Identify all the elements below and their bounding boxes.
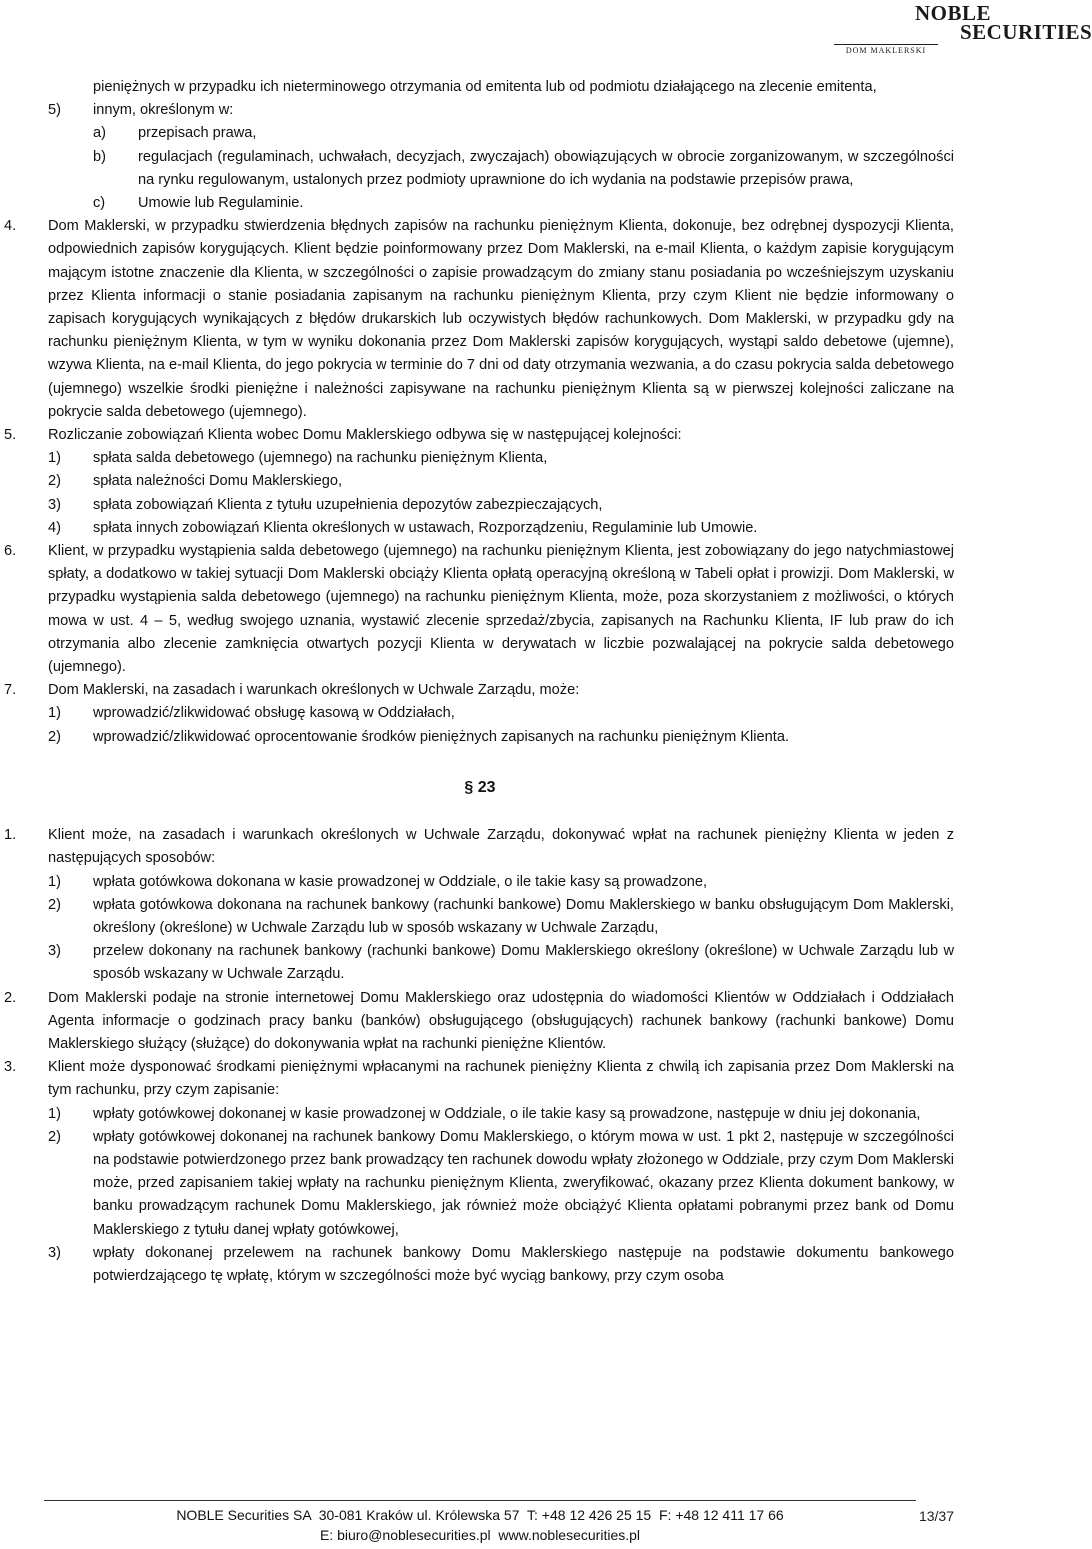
list-item-text: Klient może, na zasadach i warunkach określonych w Uchwale Zarządu, dokonywać wpłat na rachunek pieniężny Klienta w jeden z następujących sposobów: <box>48 827 954 867</box>
list-item-number: 3) <box>48 1244 61 1261</box>
list-item-number: 2) <box>48 728 61 745</box>
list-item-text: Umowie lub Regulaminie. <box>138 195 304 212</box>
footer-website[interactable]: www.noblesecurities.pl <box>498 1527 641 1543</box>
list-item-text: regulacjach (regulaminach, uchwałach, decyzjach, zwyczajach) obowiązujących w obrocie zorganizowanym, w szczególności na rynku regulowanym, ustalonych przez podmioty uprawnione do ich wydania na podstawie przepisów prawa, <box>138 148 954 188</box>
list-item-text: pieniężnych w przypadku ich nieterminowego otrzymania od emitenta lub od podmiotu działającego na zlecenie emitenta, <box>93 79 877 95</box>
footer-divider <box>44 1500 916 1501</box>
logo-line-3: DOM MAKLERSKI <box>845 46 927 55</box>
section-heading: § 23 <box>464 778 496 796</box>
logo-line-1: NOBLE <box>915 1 992 25</box>
list-item-text: wprowadzić/zlikwidować oprocentowanie środków pieniężnych zapisanych na rachunku pieniężnym Klienta. <box>93 728 790 745</box>
list-item-text: wpłata gotówkowa dokonana w kasie prowadzonej w Oddziale, o ile takie kasy są prowadzone, <box>93 873 708 890</box>
logo-line-2: SECURITIES <box>960 20 1092 44</box>
list-item-text: Dom Maklerski, na zasadach i warunkach określonych w Uchwale Zarządu, może: <box>48 682 580 699</box>
footer-fax: F: +48 12 411 17 66 <box>658 1507 784 1523</box>
footer-phone: T: +48 12 426 25 15 <box>527 1507 652 1523</box>
list-item <box>0 76 960 99</box>
document-body <box>0 76 960 1288</box>
list-item-text: wpłata gotówkowa dokonana na rachunek bankowy (rachunki bankowe) Domu Maklerskiego w banku obsługującym Dom Maklerski, określony (określone) w Uchwale Zarządu lub w sposób wskazany w Uchwale Zarządu, <box>93 896 954 936</box>
list-item-number: c) <box>93 195 106 212</box>
list-item-text: Rozliczanie zobowiązań Klienta wobec Domu Maklerskiego odbywa się w następującej kolejności: <box>48 427 682 444</box>
list-item-text: Dom Maklerski podaje na stronie internetowej Domu Maklerskiego oraz udostępnia do wiadomości Klientów w Oddziałach i Oddziałach Agenta informacje o godzinach pracy banku (banków) obsługującego (obsługujących) rachunek bankowy (rachunki bankowe) Domu Maklerskiego służący (służące) do dokonywania wpłat na rachunki pieniężne Klientów. <box>48 989 954 1052</box>
list-item-number: 2. <box>4 989 17 1006</box>
list-item-text: spłata zobowiązań Klienta z tytułu uzupełnienia depozytów zabezpieczających, <box>93 496 603 513</box>
list-item <box>0 894 960 940</box>
list-item-number: 1) <box>48 705 61 722</box>
list-item-number: 4) <box>48 519 61 536</box>
list-item <box>0 122 960 145</box>
footer-address: 30-081 Kraków ul. Królewska 57 <box>318 1507 520 1523</box>
list-item-number: 1) <box>48 450 61 467</box>
list-item-text: spłata należności Domu Maklerskiego, <box>93 473 343 490</box>
list-item-number: 1. <box>4 827 17 844</box>
list-item <box>0 679 960 702</box>
list-item <box>0 702 960 725</box>
list-item-number: b) <box>93 148 106 165</box>
list-item <box>0 99 960 122</box>
list-item-number: 2) <box>48 1128 61 1145</box>
list-item-text: Klient może dysponować środkami pieniężnymi wpłacanymi na rachunek pieniężny Klienta z chwilą ich zapisania przez Dom Maklerski na tym rachunku, przy czym zapisanie: <box>48 1059 954 1099</box>
list-item-text: przepisach prawa, <box>138 125 257 142</box>
list-item-text: wpłaty gotówkowej dokonanej na rachunek bankowy Domu Maklerskiego, o którym mowa w ust. 1 pkt 2, następuje w szczególności na podstawie potwierdzonego przez bank prowadzący ten rachunek dowodu wpłaty złożonego w Oddziale, przy czym Dom Maklerski może, przed zapisaniem takiej wpłaty na rachunku pieniężnym Klienta, zweryfikować, okazany przez Klienta dokument bankowy, w banku prowadzącym rachunek Domu Maklerskiego, jak również może obciążyć Klienta opłatami pobranymi przez bank od Domu Maklerskiego z tytułu danej wpłaty gotówkowej, <box>93 1128 954 1238</box>
list-item-text: Dom Maklerski, w przypadku stwierdzenia błędnych zapisów na rachunku pieniężnym Klienta, dokonuje, bez odrębnej dyspozycji Klienta, odpowiednich zapisów korygujących. Klient będzie poinformowany przez Dom Maklerski, na e-mail Klienta, o każdym zapisie korygującym mającym istotne znaczenie dla Klienta, w szczególności o zapisie prowadzącym do zmiany stanu posiadania po wcześniejszym uzyskaniu przez Klienta informacji o stanie posiadania zapisanym na rachunku pieniężnym Klienta, przy czym Klient nie będzie informowany o zapisach korygujących wynikających z błędów drukarskich lub oczywistych błędów rachunkowych. Dom Maklerski, w przypadku gdy na rachunku pieniężnym Klienta, w tym w wyniku dokonania przez Dom Maklerski zapisów korygujących, wystąpi saldo debetowe (ujemne), wzywa Klienta, na e-mail Klienta, do jego pokrycia w terminie do 7 dni od daty otrzymania wezwania, a do czasu pokrycia salda debetowego (ujemnego) wszelkie środki pieniężne i należności zapisywane na rachunku pieniężnym Klienta są w pierwszej kolejności zaliczane na pokrycie salda debetowego (ujemnego). <box>48 218 954 420</box>
list-item <box>0 146 960 192</box>
footer-email: E: biuro@noblesecurities.pl <box>319 1527 491 1543</box>
paragraph-list-section-23 <box>0 824 960 1288</box>
list-item-number: 6. <box>4 543 17 560</box>
list-item <box>0 987 960 1057</box>
footer-line-1 <box>0 1507 960 1523</box>
list-item-text: Klient, w przypadku wystąpienia salda debetowego (ujemnego) na rachunku pieniężnym Klienta, jest zobowiązany do jego natychmiastowej spłaty, a dodatkowo w takiej sytuacji Dom Maklerski obciąży Klienta opłatą operacyjną określoną w Tabeli opłat i prowizji. Dom Maklerski, w przypadku wystąpienia salda debetowego (ujemnego) na rachunku pieniężnym Klienta, może, poza skorzystaniem z możliwości, o których mowa w ust. 4 – 5, według swojego uznania, wystawić zlecenie sprzedaż/zbycia, zapisanych na Rachunku Klienta, IF lub praw do ich otrzymania albo zlecenie zamknięcia otwartych pozycji Klienta w derywatach w liczbie pozwalającej na pokrycie salda debetowego (ujemnego). <box>48 543 954 676</box>
list-item <box>0 447 960 470</box>
list-item-number: 3) <box>48 496 61 513</box>
list-item-text: innym, określonym w: <box>93 102 234 119</box>
list-item-number: 2) <box>48 473 61 490</box>
list-item-number: 5) <box>48 102 61 119</box>
list-item-number: 1) <box>48 873 61 890</box>
list-item-text: wpłaty dokonanej przelewem na rachunek bankowy Domu Maklerskiego następuje na podstawie dokumentu bankowego potwierdzającego tę wpłatę, którym w szczególności może być wyciąg bankowy, przy czym osoba <box>93 1244 954 1284</box>
list-item-number: 2) <box>48 896 61 913</box>
list-item <box>0 540 960 679</box>
footer-company: NOBLE Securities SA <box>176 1507 311 1523</box>
list-item-text: przelew dokonany na rachunek bankowy (rachunki bankowe) Domu Maklerskiego określony (określone) w Uchwale Zarządu lub w sposób wskazany w Uchwale Zarządu. <box>93 943 954 983</box>
list-item-number: 4. <box>4 218 17 235</box>
logo-divider <box>834 44 938 45</box>
page-number: 13/37 <box>918 1508 954 1524</box>
list-item-number: 3. <box>4 1059 17 1076</box>
list-item-number: 7. <box>4 682 17 699</box>
list-item-text: wprowadzić/zlikwidować obsługę kasową w Oddziałach, <box>93 705 455 722</box>
paragraph-list-section-22 <box>0 76 960 749</box>
list-item <box>0 1126 960 1242</box>
list-item <box>0 1242 960 1288</box>
list-item <box>0 1056 960 1102</box>
list-item <box>0 215 960 424</box>
list-item <box>0 192 960 215</box>
list-item <box>0 940 960 986</box>
list-item-text: spłata salda debetowego (ujemnego) na rachunku pieniężnym Klienta, <box>93 450 548 467</box>
list-item-number: 5. <box>4 427 17 444</box>
list-item <box>0 470 960 493</box>
list-item <box>0 517 960 540</box>
list-item <box>0 726 960 749</box>
list-item-number: 1) <box>48 1105 61 1122</box>
company-logo <box>822 1 1092 55</box>
list-item-number: 3) <box>48 943 61 960</box>
list-item-number: a) <box>93 125 106 142</box>
footer-line-2 <box>0 1527 960 1543</box>
list-item <box>0 1103 960 1126</box>
list-item <box>0 494 960 517</box>
list-item <box>0 424 960 447</box>
list-item <box>0 871 960 894</box>
list-item-text: wpłaty gotówkowej dokonanej w kasie prowadzonej w Oddziale, o ile takie kasy są prowadzone, następuje w dniu jej dokonania, <box>93 1105 921 1122</box>
list-item-text: spłata innych zobowiązań Klienta określonych w ustawach, Rozporządzeniu, Regulaminie lub Umowie. <box>93 519 758 536</box>
list-item <box>0 824 960 870</box>
